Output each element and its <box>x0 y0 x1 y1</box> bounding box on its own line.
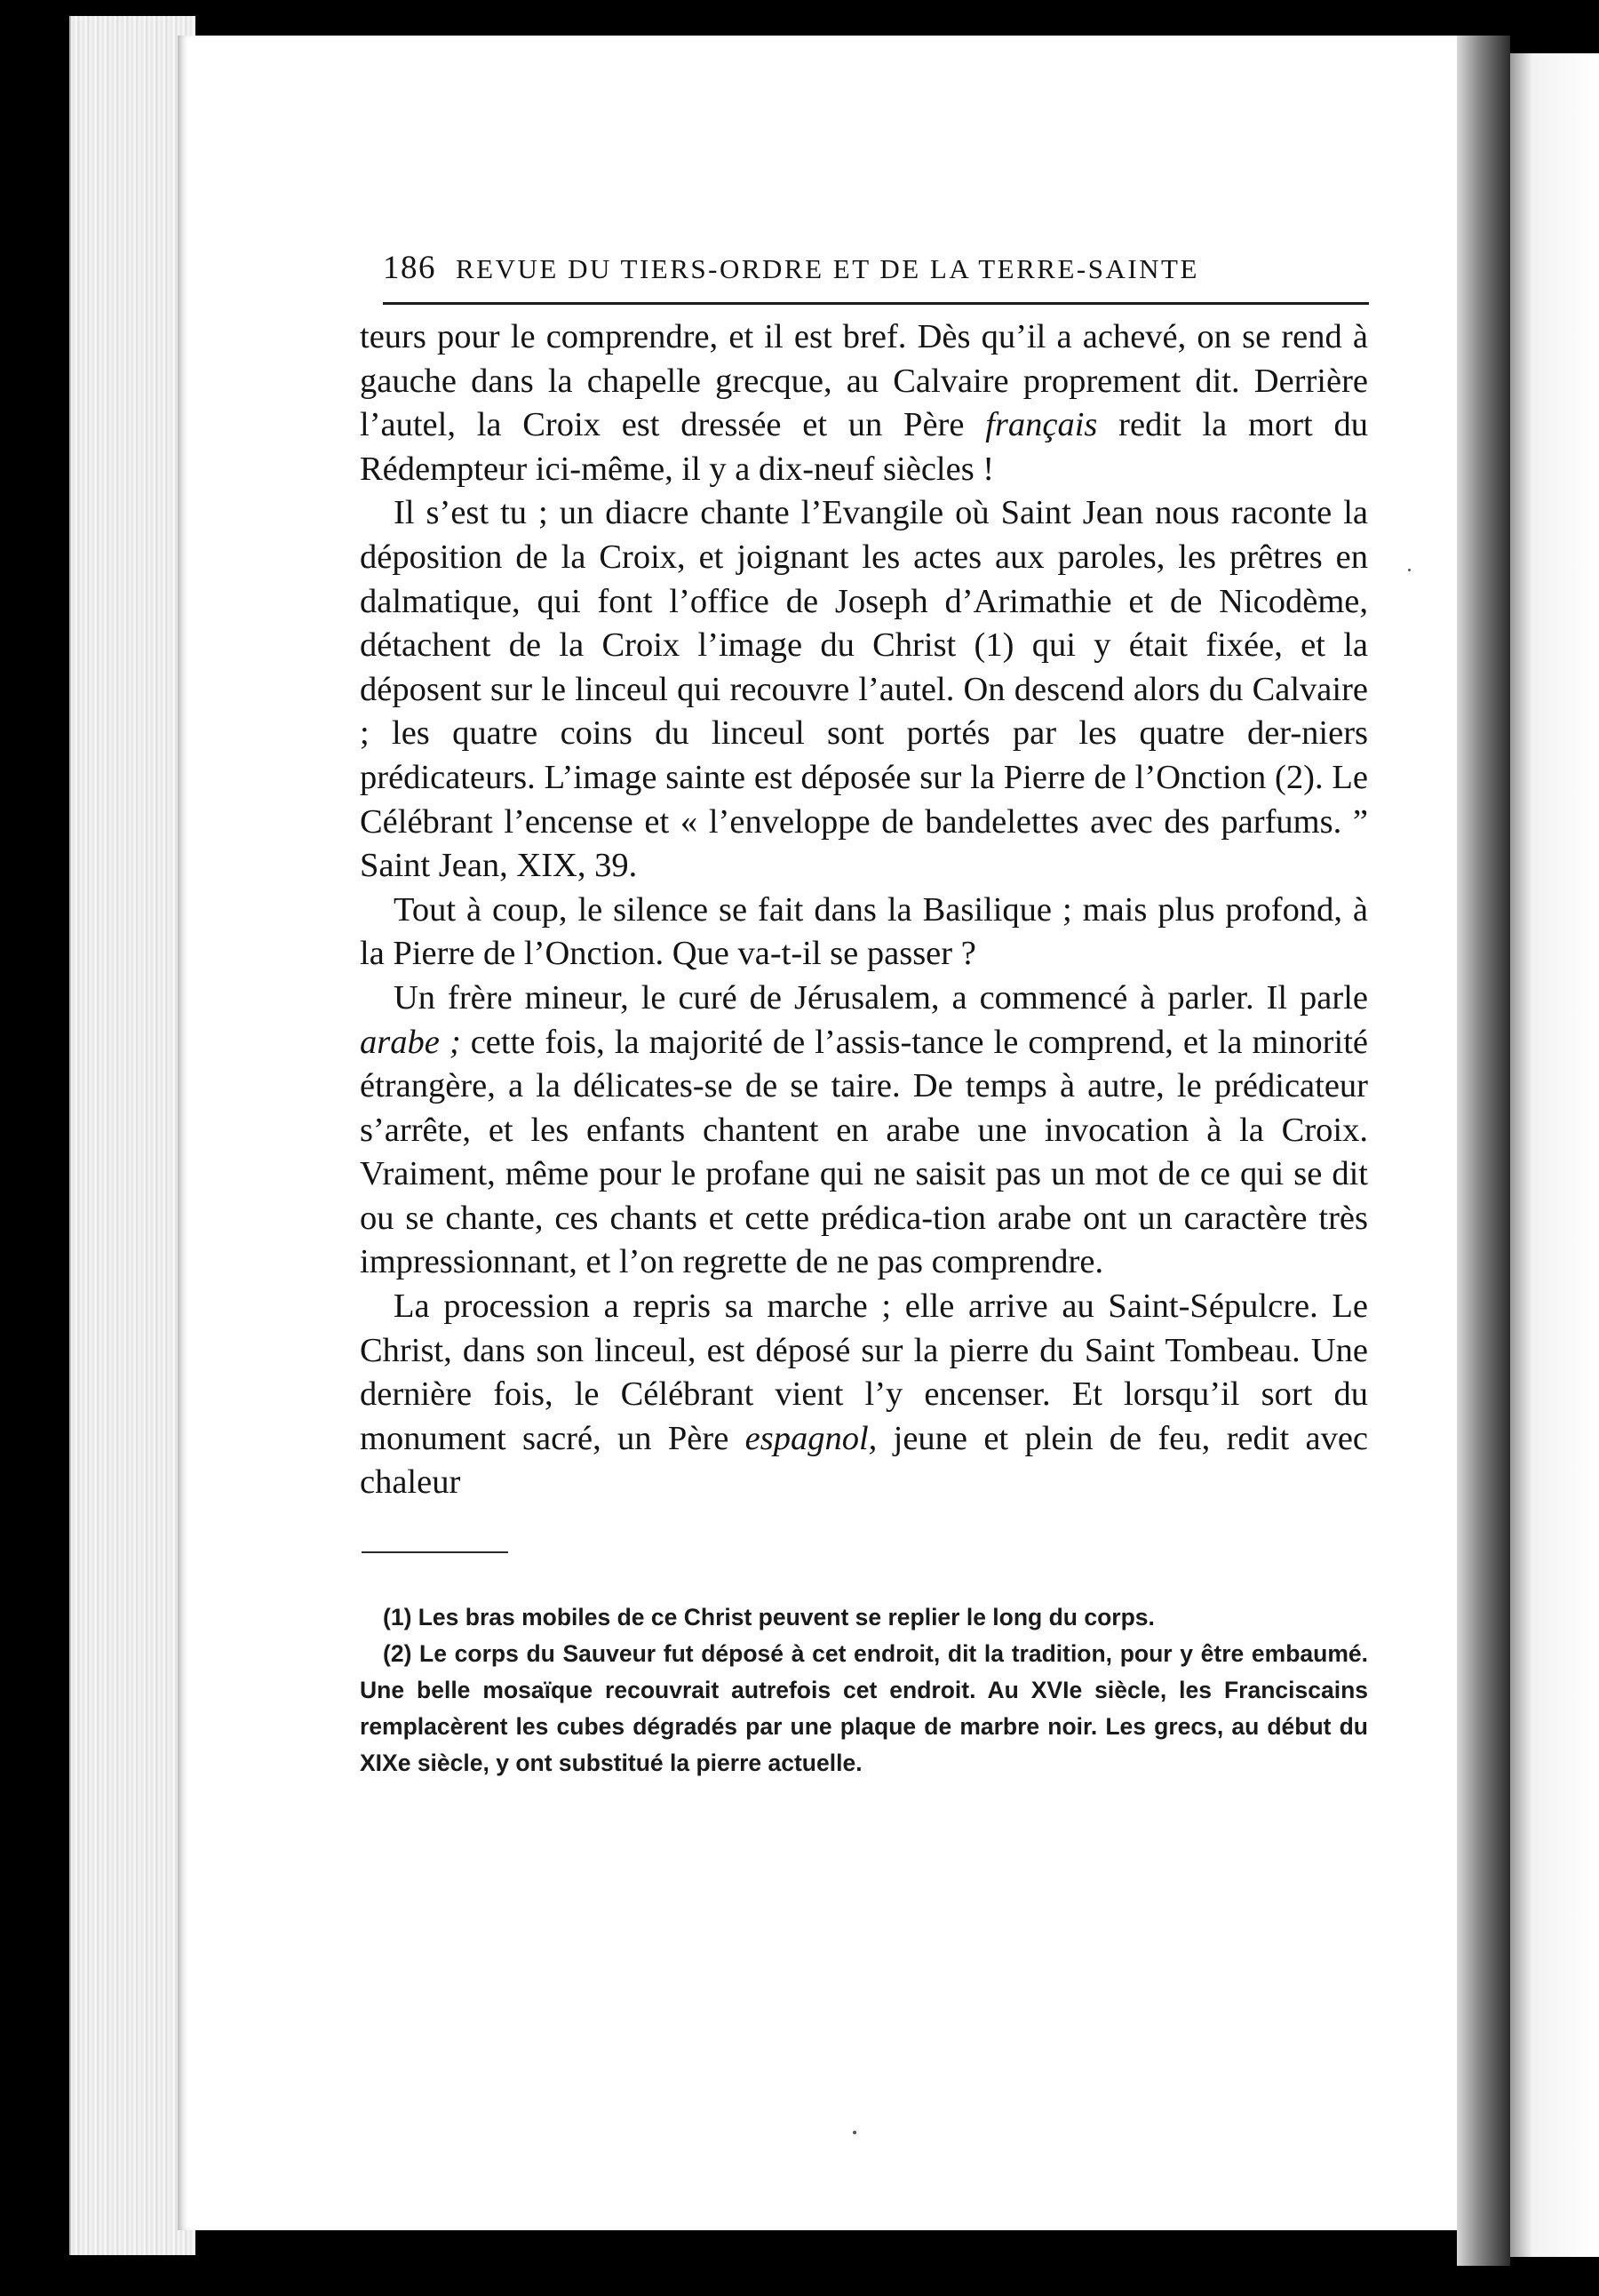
page-edges <box>69 16 195 2255</box>
running-head <box>383 249 1369 305</box>
footnote: (1) Les bras mobiles de ce Christ peuvent se replier le long du corps. <box>383 1604 1155 1631</box>
paragraph-text: La procession a repris sa marche ; elle arrive au Saint-Sépulcre. Le Christ, dans son linceul, est déposé sur la pierre du Saint Tombeau. Une dernière fois, le Célébrant vient l’y encenser. Et lorsqu’il sort du monument sacré, un Père <box>360 1288 1368 1457</box>
italic-text: espagnol, <box>744 1419 878 1457</box>
paragraph-text: Tout à coup, le silence se fait dans la Basilique ; mais plus profond, à la Pierre de l’Onction. Que va-t-il se passer ? <box>360 890 1368 973</box>
paragraph <box>360 491 1368 888</box>
italic-text: français <box>985 406 1098 444</box>
italic-text: arabe ; <box>360 1023 461 1061</box>
paragraph-text: cette fois, la majorité de l’assis-tance le comprend, et la minorité étrangère, a la délicates-se de se taire. De temps à autre, le prédicateur s’arrête, et les enfants chantent en arabe une invocation à la Croix. Vraiment, même pour le profane qui ne saisit pas un mot de ce qui se dit ou se chante, ces chants et cette prédica-tion arabe ont un caractère très impressionnant, et l’on regrette de ne pas comprendre. <box>360 1023 1368 1281</box>
opposite-page-edge <box>1510 53 1599 2257</box>
footnote-rule <box>362 1551 508 1553</box>
body-text <box>360 315 1368 1505</box>
paragraph <box>360 977 1368 1285</box>
paragraph-text: teurs pour le comprendre, et il est bref. Dès qu’il a achevé, on se rend à gauche dans la chapelle grecque, au Calvaire proprement dit. Derrière l’autel, la Croix est dressée et un Père <box>360 318 1368 444</box>
paragraph-text: jeune et plein de feu, redit avec chaleur <box>360 1419 1369 1502</box>
paragraph <box>360 1285 1368 1505</box>
running-title: REVUE DU TIERS-ORDRE ET DE LA TERRE-SAINTE <box>456 253 1199 284</box>
footnotes <box>360 1599 1368 1782</box>
paragraph-text: Un frère mineur, le curé de Jérusalem, a commencé à parler. Il parle <box>394 978 1368 1016</box>
paragraph-text: Il s’est tu ; un diacre chante l’Evangile où Saint Jean nous raconte la déposition de la Croix, et joignant les actes aux paroles, les prêtres en dalmatique, qui font l’office de Joseph d’Arimathie et de Nicodème, détachent de la Croix l’image du Christ (1) qui y était fixée, et la déposent sur le linceul qui recouvre l’autel. On descend alors du Calvaire ; les quatre coins du linceul sont portés par les quatre der-niers prédicateurs. L’image sainte est déposée sur la Pierre de l’Onction (2). Le Célébrant l’encense et « l’enveloppe de bandelettes avec des parfums. ” Saint Jean, XIX, 39. <box>360 494 1368 885</box>
footnote: (2) Le corps du Sauveur fut déposé à cet endroit, dit la tradition, pour y être embaumé. Une belle mosaïque recouvrait autrefois cet endroit. Au XVIe siècle, les Franciscains remplacèrent les cubes dégradés par une plaque de marbre noir. Les grecs, au début du XIXe siècle, y ont substitué la pierre actuelle. <box>360 1640 1368 1777</box>
paper-speck <box>853 2131 856 2134</box>
paragraph-text: redit la mort du Rédempteur ici-même, il y a dix-neuf siècles ! <box>360 406 1368 488</box>
page-number: 186 <box>383 250 436 286</box>
book-gutter <box>1457 36 1510 2266</box>
paper-speck <box>1408 569 1411 571</box>
text-block <box>360 249 1368 1782</box>
paragraph <box>360 315 1368 491</box>
paragraph <box>360 889 1368 977</box>
